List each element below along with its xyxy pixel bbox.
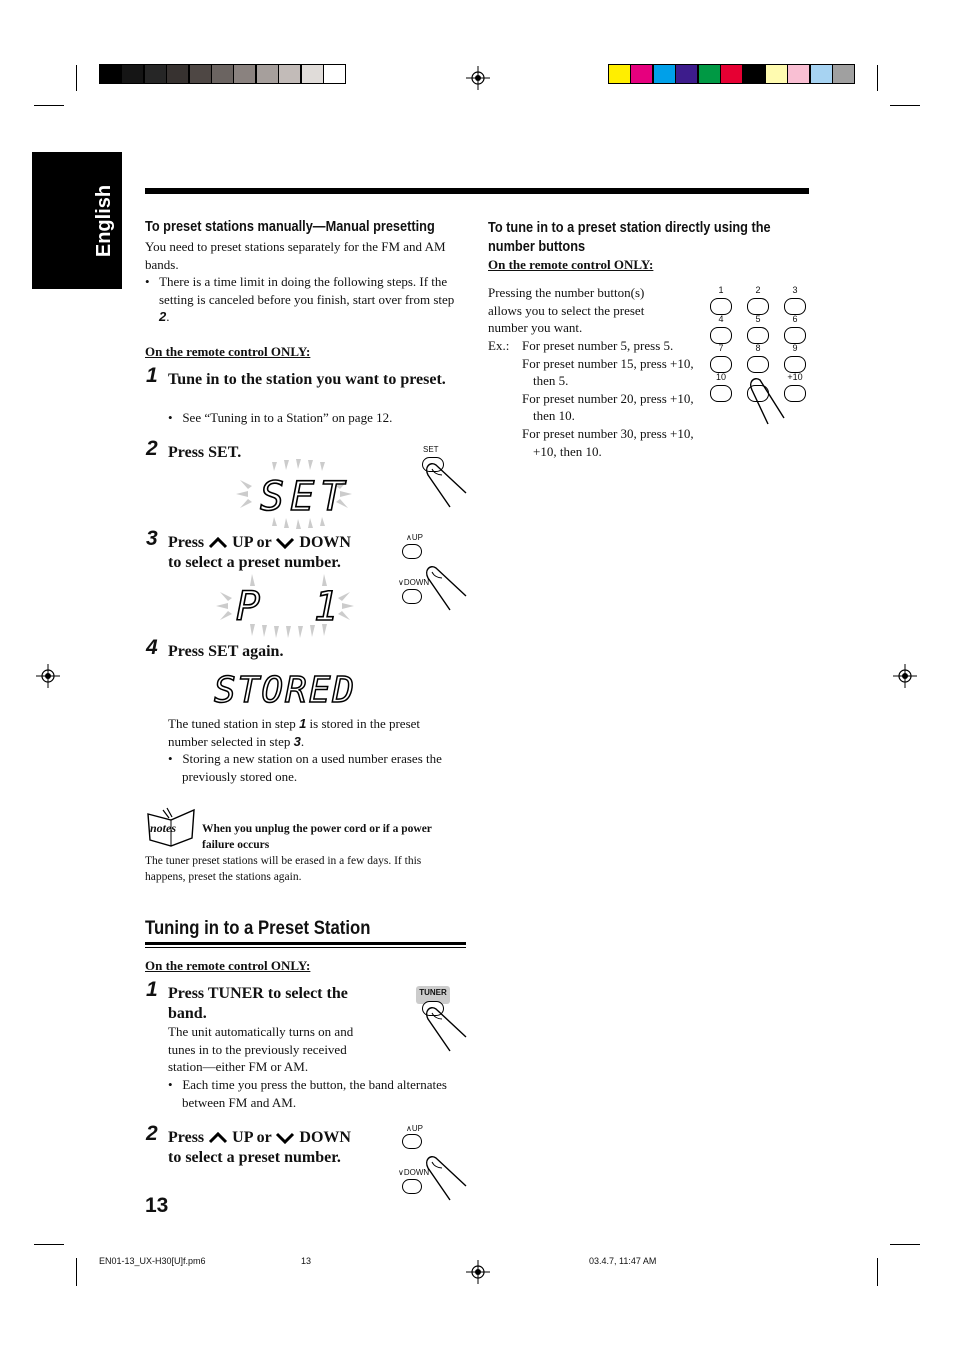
color-swatch [278, 64, 301, 84]
number-button[interactable] [710, 356, 732, 373]
step-title: Press UP or DOWN to select a preset number. [168, 1129, 351, 1166]
step-number: 1 [146, 364, 158, 387]
color-swatch [653, 64, 676, 84]
stored-explanation: The tuned station in step 1 is stored in the preset number selected in step 3. • Storing a new station on a used number erases the previously stored one. [168, 715, 460, 785]
finger-press-icon [420, 558, 470, 613]
down-button-label: ∨DOWN [398, 1168, 430, 1177]
notes-icon-text: notes [150, 821, 177, 835]
color-swatch [99, 64, 122, 84]
number-button[interactable] [747, 298, 769, 315]
list-item: • Storing a new station on a used number erases the previously stored one. [168, 751, 442, 784]
number-button[interactable] [710, 298, 732, 315]
down-button[interactable] [402, 589, 422, 604]
color-swatch [144, 64, 167, 84]
keypad-label: +10 [787, 372, 803, 382]
color-swatch [698, 64, 721, 84]
color-swatch [256, 64, 279, 84]
set-button-label: SET [423, 445, 439, 454]
up-arrow-icon [208, 537, 228, 549]
down-button[interactable] [402, 1179, 422, 1194]
color-swatch [832, 64, 855, 84]
manual-preset-intro: You need to preset stations separately for the FM and AM bands. • There is a time limit in doing the following steps. If the setting is canceled before you finish, start over from step 2. [145, 238, 463, 326]
color-swatch [323, 64, 346, 84]
up-button[interactable] [402, 1134, 422, 1149]
color-swatch [742, 64, 765, 84]
list-item: • See “Tuning in to a Station” on page 12. [168, 410, 393, 425]
remote-only-note: On the remote control ONLY: [145, 344, 311, 359]
color-swatch [810, 64, 833, 84]
down-arrow-icon [275, 537, 295, 549]
up-button[interactable] [402, 544, 422, 559]
finger-press-icon [420, 455, 470, 510]
number-button[interactable] [784, 356, 806, 373]
list-item: • There is a time limit in doing the following steps. If the setting is canceled before you finish, start over from step 2. [145, 274, 455, 325]
number-buttons-intro: Pressing the number button(s) allows you to select the preset number you want. [488, 285, 645, 336]
keypad-label: 3 [792, 285, 798, 295]
keypad-label: 9 [792, 343, 798, 353]
example-label: Ex.: [488, 338, 510, 353]
registration-target-icon [36, 664, 60, 688]
display-preset-number-blinking [210, 570, 360, 640]
keypad-label: 5 [755, 314, 761, 324]
number-button[interactable] [747, 327, 769, 344]
display-text: P [236, 584, 261, 630]
tuning-preset-heading: Tuning in to a Preset Station [145, 918, 371, 939]
color-swatch [211, 64, 234, 84]
list-item: For preset number 15, press +10, then 5. [522, 355, 694, 389]
display-text: 1 [314, 584, 339, 630]
section-rule [145, 947, 466, 948]
up-button-label: ∧UP [406, 1124, 423, 1133]
color-swatch [233, 64, 256, 84]
display-text: STORED [214, 670, 357, 710]
number-button[interactable] [747, 356, 769, 373]
step-number: 3 [146, 527, 158, 550]
example-list [522, 337, 698, 460]
remote-only-note: On the remote control ONLY: [145, 958, 311, 973]
up-button-label: ∧UP [406, 533, 423, 542]
number-button[interactable] [784, 298, 806, 315]
color-swatch [630, 64, 653, 84]
footer-date: 03.4.7, 11:47 AM [589, 1256, 657, 1266]
step-title: Press SET. [168, 444, 242, 461]
registration-target-icon [466, 66, 490, 90]
step-title: Tune in to the station you want to preset. [168, 371, 446, 388]
remote-only-note: On the remote control ONLY: [488, 257, 654, 272]
keypad-label: 4 [718, 314, 724, 324]
finger-press-icon [420, 999, 470, 1054]
display-stored [210, 668, 370, 710]
section-rule [145, 942, 466, 945]
registration-target-icon [466, 1260, 490, 1284]
notes-heading: When you unplug the power cord or if a power failure occurs [202, 823, 432, 851]
number-buttons-heading: To tune in to a preset station directly using the number buttons [488, 220, 771, 255]
step-number: 1 [146, 978, 158, 1001]
number-button[interactable] [784, 327, 806, 344]
step-title: Press TUNER to select the band. [168, 985, 348, 1022]
number-button[interactable] [710, 327, 732, 344]
number-button[interactable] [710, 385, 732, 402]
list-item: For preset number 30, press +10, +10, then 10. [522, 425, 694, 459]
down-button-label: ∨DOWN [398, 578, 430, 587]
color-swatch [720, 64, 743, 84]
display-set-blinking [232, 458, 356, 530]
step-number: 2 [146, 437, 158, 460]
display-text: SET [260, 474, 351, 520]
list-item: • Each time you press the button, the band alternates between FM and AM. [168, 1077, 447, 1110]
step-number: 2 [146, 1122, 158, 1145]
step-title: Press SET again. [168, 643, 284, 660]
page-number: 13 [145, 1194, 169, 1217]
registration-target-icon [893, 664, 917, 688]
keypad-label: 6 [792, 314, 798, 324]
down-arrow-icon [275, 1132, 295, 1144]
keypad-label: 2 [755, 285, 761, 295]
keypad-label: 1 [718, 285, 724, 295]
color-swatch [787, 64, 810, 84]
manual-preset-heading: To preset stations manually—Manual presetting [145, 219, 435, 235]
language-label: English [93, 184, 115, 258]
keypad-label: 8 [755, 343, 761, 353]
finger-press-icon [744, 376, 794, 431]
footer-file: EN01-13_UX-H30[U]f.pm6 [99, 1256, 206, 1266]
tuner-explanation: The unit automatically turns on and tunes in to the previously received station—either FM or AM. [168, 1024, 354, 1075]
keypad-label: 10 [715, 372, 726, 382]
color-swatch [121, 64, 144, 84]
color-swatch [675, 64, 698, 84]
color-swatch [189, 64, 212, 84]
tuner-button-label: TUNER [416, 986, 450, 1004]
up-arrow-icon [208, 1132, 228, 1144]
color-swatch [301, 64, 324, 84]
top-rule [145, 188, 809, 194]
color-swatch [166, 64, 189, 84]
keypad-label: 7 [718, 343, 724, 353]
color-swatch [608, 64, 631, 84]
step-title: Press UP or DOWN to select a preset number. [168, 534, 351, 571]
list-item: For preset number 20, press +10, then 10. [522, 390, 694, 424]
step-number: 4 [146, 636, 158, 659]
finger-press-icon [420, 1148, 470, 1203]
notes-body: The tuner preset stations will be erased in a few days. If this happens, preset the stations again. [145, 855, 422, 883]
list-item: For preset number 5, press 5. [522, 338, 674, 353]
color-swatch [765, 64, 788, 84]
footer-page: 13 [301, 1256, 312, 1266]
